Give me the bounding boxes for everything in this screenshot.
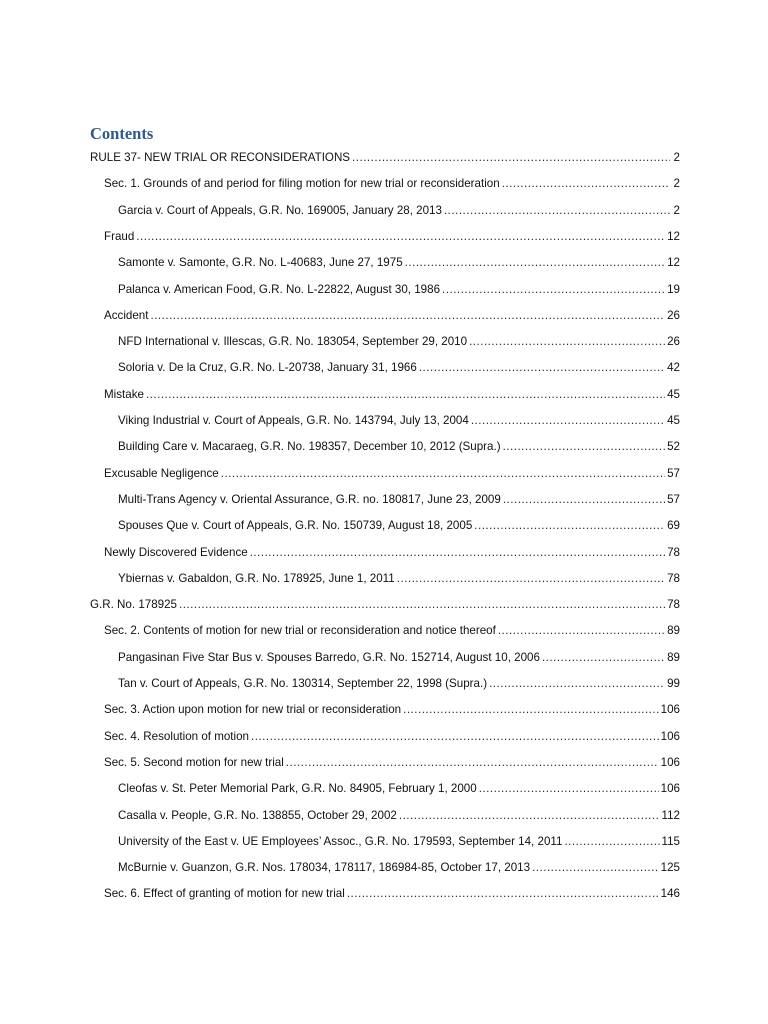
toc-entry-title: Pangasinan Five Star Bus v. Spouses Barredo, G.R. No. 152714, August 10, 2006 [118,650,540,664]
toc-entry-page-number: 99 [667,677,680,690]
toc-entry[interactable] [104,465,680,483]
toc-entry-page-number: 106 [660,703,680,717]
dot-leader [150,307,665,325]
dot-leader [542,649,665,667]
toc-entry[interactable] [118,517,680,535]
toc-entry-title: NFD International v. Illescas, G.R. No. 183054, September 29, 2010 [118,335,468,349]
toc-entry-page-number: 125 [660,861,680,875]
dot-leader [502,175,670,193]
toc-entry-page-number: 106 [660,729,680,743]
dot-leader [352,149,670,167]
toc-entry-title: Newly Discovered Evidence [104,545,248,559]
toc-entry-page-number: 78 [667,545,680,559]
toc-entry[interactable] [118,438,680,456]
toc-entry[interactable] [104,885,680,903]
toc-entry-title: G.R. No. 178925 [90,598,178,612]
dot-leader [403,701,659,719]
toc-entry-page-number: 78 [667,571,680,585]
toc-entry[interactable] [118,281,680,299]
dot-leader [474,517,665,535]
toc-entry[interactable] [118,202,680,220]
toc-entry[interactable] [104,622,680,640]
toc-entry[interactable] [118,649,680,667]
toc-entry[interactable] [118,807,680,825]
toc-entry-title: Soloria v. De la Cruz, G.R. No. L-20738, January 31, 1966 [118,361,417,375]
toc-entry-page-number: 52 [667,440,680,454]
toc-entry-title: Sec. 5. Second motion for new trial [104,755,284,769]
toc-entry-page-number: 12 [667,229,680,243]
toc-entry-page-number: 26 [667,335,680,349]
toc-entry-title: University of the East v. UE Employees’ Assoc., G.R. No. 179593, September 14, 2011 [118,834,563,848]
toc-entry[interactable] [90,149,680,167]
dot-leader [405,254,665,272]
toc-entry-title: Fraud [104,229,135,243]
toc-entry[interactable] [118,491,680,509]
toc-entry[interactable] [118,254,680,272]
toc-entry[interactable] [118,333,680,351]
toc-entry[interactable] [118,412,680,430]
toc-entry-page-number: 146 [660,887,680,901]
toc-entry[interactable] [118,780,680,798]
toc-entry-page-number: 69 [667,519,680,533]
dot-leader [532,859,659,877]
dot-leader [286,754,659,772]
dot-leader [503,491,665,509]
toc-entry-page-number: 2 [673,151,680,164]
toc-entry[interactable] [104,544,680,562]
toc-entry-page-number: 106 [660,782,680,796]
dot-leader [136,228,665,246]
toc-entry-title: Viking Industrial v. Court of Appeals, G.R. No. 143794, July 13, 2004 [118,414,469,427]
dot-leader [444,202,670,220]
toc-entry-title: RULE 37- NEW TRIAL OR RECONSIDERATIONS [90,151,351,164]
toc-entry-title: Ybiernas v. Gabaldon, G.R. No. 178925, June 1, 2011 [118,571,395,585]
toc-entry-page-number: 2 [673,177,680,191]
dot-leader [503,438,666,456]
dot-leader [471,412,665,430]
toc-entry[interactable] [104,728,680,746]
toc-entry[interactable] [118,859,680,877]
toc-entry-page-number: 12 [667,256,680,270]
toc-entry-title: Samonte v. Samonte, G.R. No. L-40683, June 27, 1975 [118,256,403,270]
dot-leader [251,728,659,746]
dot-leader [347,885,659,903]
dot-leader [397,570,665,588]
toc-entry[interactable] [90,596,680,614]
toc-entry-title: Tan v. Court of Appeals, G.R. No. 130314, September 22, 1998 (Supra.) [118,677,488,690]
toc-entry-title: Sec. 2. Contents of motion for new trial or reconsideration and notice thereof [104,624,496,638]
toc-entry-page-number: 78 [667,598,680,612]
dot-leader [442,281,665,299]
dot-leader [564,833,659,851]
dot-leader [479,780,659,798]
toc-entry[interactable] [104,228,680,246]
toc-heading: Contents [90,124,154,143]
toc-entry-title: Garcia v. Court of Appeals, G.R. No. 169005, January 28, 2013 [118,203,442,217]
toc-entry-title: Casalla v. People, G.R. No. 138855, October 29, 2002 [118,808,397,822]
toc-entry-page-number: 19 [667,282,680,296]
toc-entry-page-number: 26 [667,308,680,322]
dot-leader [146,386,665,404]
toc-entry-page-number: 42 [667,361,680,375]
toc-entry-title: Sec. 4. Resolution of motion [104,729,250,743]
toc-entry-title: Multi-Trans Agency v. Oriental Assurance, G.R. no. 180817, June 23, 2009 [118,492,501,506]
dot-leader [399,807,660,825]
toc-entry[interactable] [104,386,680,404]
toc-entry-page-number: 57 [667,492,680,506]
toc-entry-title: Accident [104,308,149,322]
toc-entry-title: Building Care v. Macaraeg, G.R. No. 198357, December 10, 2012 (Supra.) [118,440,501,454]
toc-entry-title: Sec. 1. Grounds of and period for filing motion for new trial or reconsideration [104,177,500,191]
toc-entry-page-number: 57 [667,466,680,480]
toc-entry-title: Spouses Que v. Court of Appeals, G.R. No. 150739, August 18, 2005 [118,519,473,533]
dot-leader [489,675,665,693]
toc-entry[interactable] [104,307,680,325]
toc-entry-page-number: 2 [673,203,680,217]
toc-entry-page-number: 112 [661,808,680,822]
toc-entry-page-number: 45 [667,414,680,427]
toc-entry-title: Mistake [104,387,144,401]
toc-entry-page-number: 115 [661,834,680,848]
toc-entry[interactable] [118,675,680,693]
toc-entry-page-number: 89 [667,624,680,638]
toc-entry-page-number: 45 [667,387,680,401]
toc-entry-title: Palanca v. American Food, G.R. No. L-22822, August 30, 1986 [118,282,441,296]
toc-entry-title: Sec. 3. Action upon motion for new trial or reconsideration [104,703,402,717]
dot-leader [221,465,665,483]
toc-entry-page-number: 89 [667,650,680,664]
toc-entry[interactable] [104,701,680,719]
toc-entry-title: Excusable Negligence [104,466,219,480]
dot-leader [419,359,665,377]
toc-entry-title: Sec. 6. Effect of granting of motion for new trial [104,887,345,901]
toc-entry-page-number: 106 [660,755,680,769]
dot-leader [498,622,665,640]
toc-entry[interactable] [104,754,680,772]
dot-leader [250,544,665,562]
toc-entry-title: McBurnie v. Guanzon, G.R. Nos. 178034, 178117, 186984-85, October 17, 2013 [118,861,531,875]
dot-leader [469,333,665,351]
toc-entry[interactable] [118,359,680,377]
toc-entry[interactable] [118,570,680,588]
dot-leader [179,596,665,614]
toc-entry[interactable] [104,175,680,193]
toc-entry[interactable] [118,833,680,851]
toc-entry-title: Cleofas v. St. Peter Memorial Park, G.R. No. 84905, February 1, 2000 [118,782,477,796]
